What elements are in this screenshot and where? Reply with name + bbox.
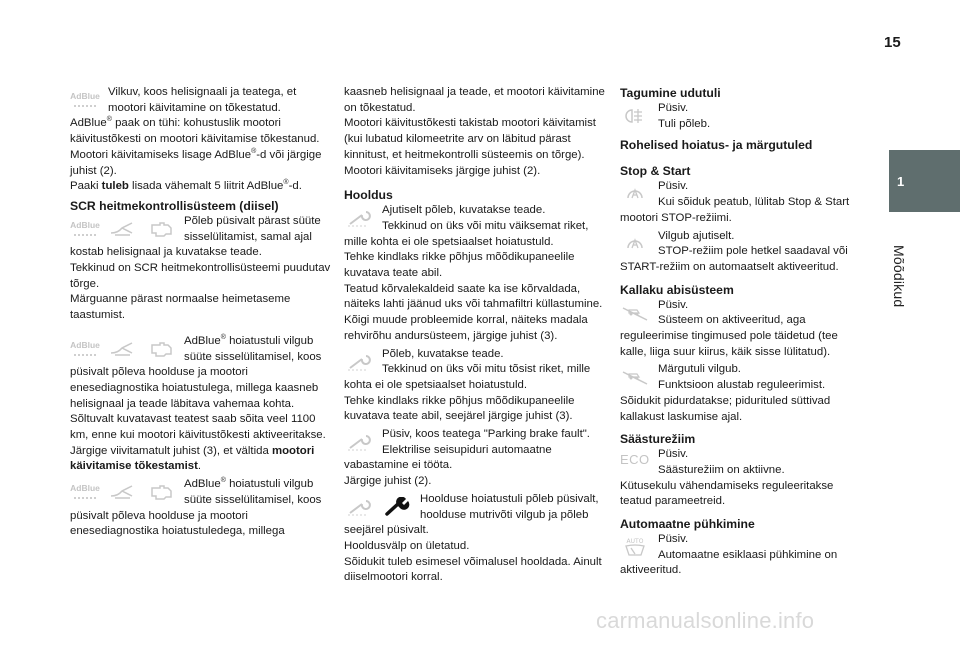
text: Kütusekulu vähendamiseks reguleeritakse teatud parameetreid. bbox=[620, 479, 834, 508]
rear-fog-light-icon bbox=[620, 106, 650, 126]
text: Vilkuv, koos helisignaali ja teatega, et mootori käivitamine on tõkestatud. bbox=[108, 86, 297, 114]
text: Hoolduse hoiatustuli põleb püsivalt, hoolduse mutrivõti vilgub ja põleb seejärel püsivalt. bbox=[344, 492, 599, 537]
text: Mootori käivitustõkesti takistab mootori käivitamist (kui lubatud kilomeetrite arv on läbitud pärast kinnitust, et heitmekontrolli süsteemis on tõrge). bbox=[344, 117, 596, 161]
column-3 bbox=[620, 85, 862, 581]
scr-steady-block bbox=[70, 214, 332, 324]
text: Püsiv, koos teatega "Parking brake fault". Elektrilise seisupiduri automaatne vabastamine ei tööta. bbox=[344, 428, 590, 472]
text: Järgige viivitamatult juhist (3), et vältida mootori käivitamise tõkestamist. bbox=[70, 444, 315, 473]
start-stop-icon bbox=[620, 184, 650, 204]
text: Märguanne pärast normaalse heimetaseme taastumist. bbox=[70, 293, 291, 322]
text: Vilgub ajutiselt. bbox=[658, 229, 735, 242]
text: Hooldusvälp on ületatud. bbox=[344, 539, 470, 552]
text: Kõigi muude probleemide korral, näiteks madala rehvirõhu andursüsteem, järgige juhist (3). bbox=[344, 314, 588, 342]
stop-start-steady-block bbox=[620, 179, 862, 226]
auto-wipe-block bbox=[620, 532, 862, 579]
text: Põleb püsivalt pärast süüte sisselülitamist, samal ajal kostab helisignaal ja kuvatakse teade. bbox=[70, 214, 321, 259]
stop-start-blink-block bbox=[620, 229, 862, 276]
eco-mode-block bbox=[620, 447, 862, 510]
section-heading: Säästurežiim bbox=[620, 432, 696, 447]
text: Püsiv. bbox=[658, 102, 689, 114]
column-2 bbox=[344, 85, 606, 588]
section-heading: Hooldus bbox=[344, 188, 393, 203]
column-1 bbox=[70, 85, 332, 542]
service-temp-block bbox=[344, 203, 606, 344]
scr-icon bbox=[108, 339, 138, 359]
parking-brake-fault-block bbox=[344, 427, 606, 490]
wrench-icon bbox=[344, 352, 374, 372]
wiper-icon bbox=[620, 537, 650, 557]
hill-descent-icon bbox=[620, 367, 650, 387]
wrench-icon bbox=[344, 497, 374, 517]
hill-descent-blink-block bbox=[620, 362, 862, 425]
adblue-icon: AdBlue bbox=[70, 482, 100, 502]
text: Tehke kindlaks rikke põhjus mõõdikupaneelile kuvatava teate abil, seejärel järgige juhist (3). bbox=[344, 394, 575, 423]
text: Põleb, kuvatakse teade. bbox=[382, 347, 504, 360]
text: AdBlue® hoiatustuli vilgub süüte sisselülitamisel, koos püsivalt põleva hoolduse ja mootori enesediagnostika hoiatustuledega, millega bbox=[70, 477, 322, 538]
text: kaasneb helisignaal ja teade, et mootori käivitamine on tõkestatud. bbox=[344, 86, 605, 114]
service-steady-block bbox=[344, 347, 606, 426]
text: Mootori käivitamiseks lisage AdBlue®-d või järgige juhist (2). bbox=[70, 148, 322, 177]
watermark: carmanualsonline.info bbox=[596, 608, 815, 633]
text: Püsiv. bbox=[658, 180, 689, 193]
text: STOP-režiim pole hetkel saadaval või START-režiim on automaatselt aktiveeritud. bbox=[620, 245, 848, 273]
section-heading: Tagumine udutuli bbox=[620, 86, 721, 100]
text: Tekkinud on üks või mitu väiksemat riket, mille kohta ei ole spetsiaalset hoiatustuld. bbox=[344, 219, 589, 248]
text: Säästurežiim on aktiivne. bbox=[658, 463, 785, 476]
adblue-icon: AdBlue bbox=[70, 219, 100, 239]
text: Paaki tuleb lisada vähemalt 5 liitrit AdBlue®-d. bbox=[70, 179, 302, 193]
scr-icon bbox=[108, 482, 138, 502]
wrench-dark-icon bbox=[382, 497, 412, 517]
text: Kui sõiduk peatub, lülitab Stop & Start mootori STOP-režiimi. bbox=[620, 196, 850, 224]
text: Püsiv. bbox=[658, 298, 689, 311]
text: Automaatne esiklaasi pühkimine on aktiveeritud. bbox=[620, 548, 838, 577]
section-heading: Kallaku abisüsteem bbox=[620, 282, 734, 297]
wrench-icon bbox=[344, 432, 374, 452]
engine-icon bbox=[146, 339, 176, 359]
hill-descent-icon bbox=[620, 303, 650, 323]
text: Sõidukit pidurdatakse; pidurituled süttivad kallakust laskumise ajal. bbox=[620, 394, 831, 423]
text: Märgutuli vilgub. bbox=[658, 363, 741, 376]
text: Sõltuvalt kuvatavast teatest saab sõita veel 1100 km, enne kui mootori käivitustõkesti aktiveeritakse. bbox=[70, 413, 326, 442]
text: Teatud kõrvalekaldeid saate ka ise kõrvaldada, näiteks lahti jäänud uks või tahmafiltri küllastumine. bbox=[344, 282, 603, 311]
text: Süsteem on aktiveeritud, aga reguleerimise tingimused pole täidetud (tee kalle, liiga suur kiirus, käik sisse lülitatud). bbox=[620, 314, 838, 358]
text: Mootori käivitamiseks järgige juhist (2). bbox=[344, 164, 541, 177]
section-heading: SCR heitmekontrollisüsteem (diisel) bbox=[70, 198, 279, 213]
text: Ajutiselt põleb, kuvatakse teade. bbox=[382, 204, 546, 217]
chapter-number: 1 bbox=[897, 174, 905, 189]
page-number: 15 bbox=[884, 34, 901, 51]
text: Tekkinud on SCR heitmekontrollisüsteemi puudutav tõrge. bbox=[70, 262, 331, 290]
adblue-block-start-block bbox=[70, 477, 332, 540]
section-heading: Stop & Start bbox=[620, 164, 691, 179]
text: Sõidukit tuleb esimesel võimalusel hooldada. Ainult diiselmootori korral. bbox=[344, 555, 602, 584]
section-heading: Automaatne pühkimine bbox=[620, 517, 755, 532]
engine-icon bbox=[146, 219, 176, 239]
scr-icon bbox=[108, 219, 138, 239]
text: Järgige juhist (2). bbox=[344, 475, 432, 488]
adblue-warning-block bbox=[70, 334, 332, 475]
text: Püsiv. bbox=[658, 533, 689, 546]
wrench-icon bbox=[344, 208, 374, 228]
adblue-icon: AdBlue bbox=[70, 90, 100, 110]
text: AdBlue® hoiatustuli vilgub süüte sisselülitamisel, koos püsivalt põleva hoolduse ja mootori enesediagnostika hoiatustulega, millega kaasneb helisignaal ja teade läbitava vahemaa kohta. bbox=[70, 334, 322, 410]
text: AdBlue® paak on tühi: kohustuslik mootori käivitustõkesti on mootori käivitamise tõkestanud. bbox=[70, 116, 320, 146]
eco-icon: ECO bbox=[620, 452, 650, 468]
text: Tekkinud on üks või mitu tõsist riket, mille kohta ei ole spetsiaalset hoiatustuld. bbox=[344, 363, 591, 391]
text: Tuli põleb. bbox=[658, 117, 711, 130]
text: Tehke kindlaks rikke põhjus mõõdikupaneelile kuvatava teate abil. bbox=[344, 251, 575, 280]
start-stop-icon bbox=[620, 234, 650, 254]
rear-fog-block bbox=[620, 101, 862, 132]
engine-icon bbox=[146, 482, 176, 502]
text: Püsiv. bbox=[658, 448, 689, 461]
section-heading: Rohelised hoiatus- ja märgutuled bbox=[620, 138, 813, 153]
hill-descent-steady-block bbox=[620, 298, 862, 361]
adblue-blink-block bbox=[70, 85, 332, 195]
text: Funktsioon alustab reguleerimist. bbox=[658, 379, 826, 392]
auto-label: AUTO bbox=[626, 538, 644, 546]
chapter-title: Mõõdikud bbox=[891, 245, 907, 308]
service-wrench-block bbox=[344, 492, 606, 586]
adblue-icon: AdBlue bbox=[70, 339, 100, 359]
